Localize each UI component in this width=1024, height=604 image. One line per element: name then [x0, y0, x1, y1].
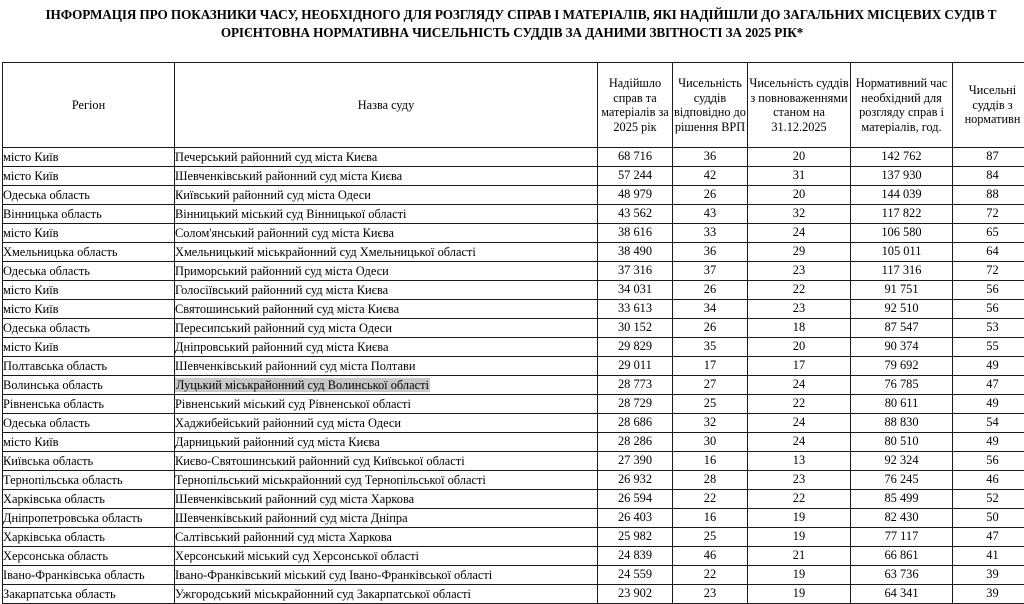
cell-powers: 19 [748, 566, 851, 585]
table-row[interactable] [3, 433, 1024, 452]
cell-vrp: 30 [673, 433, 748, 452]
cell-region: Харківська область [3, 528, 175, 547]
column-header-cases: Надійшло справ та матеріалів за 2025 рік [598, 63, 673, 148]
cell-norm-num: 47 [953, 376, 1024, 395]
cell-cases: 27 390 [598, 452, 673, 471]
cell-norm-time: 117 822 [851, 205, 953, 224]
table-row[interactable] [3, 224, 1024, 243]
cell-court: Дніпровський районний суд міста Києва [175, 338, 598, 357]
cell-region: місто Київ [3, 281, 175, 300]
cell-powers: 17 [748, 357, 851, 376]
cell-norm-num: 55 [953, 338, 1024, 357]
page-title [0, 6, 1024, 42]
cell-norm-time: 76 785 [851, 376, 953, 395]
table-row[interactable] [3, 186, 1024, 205]
cell-region: Волинська область [3, 376, 175, 395]
cell-cases: 33 613 [598, 300, 673, 319]
cell-powers: 23 [748, 300, 851, 319]
cell-court: Пересипський районний суд міста Одеси [175, 319, 598, 338]
column-header-vrp: Чисельність суддів відповідно до рішення ВРП [673, 63, 748, 148]
cell-norm-time: 80 611 [851, 395, 953, 414]
cell-court: Салтівський районний суд міста Харкова [175, 528, 598, 547]
cell-court: Хмельницький міськрайонний суд Хмельницької області [175, 243, 598, 262]
cell-court: Києво-Святошинський районний суд Київської області [175, 452, 598, 471]
cell-powers: 24 [748, 224, 851, 243]
cell-cases: 29 011 [598, 357, 673, 376]
cell-powers: 22 [748, 281, 851, 300]
cell-court: Шевченківський районний суд міста Дніпра [175, 509, 598, 528]
cell-powers: 19 [748, 528, 851, 547]
cell-vrp: 33 [673, 224, 748, 243]
cell-vrp: 36 [673, 243, 748, 262]
table-row[interactable] [3, 300, 1024, 319]
cell-powers: 19 [748, 585, 851, 604]
cell-cases: 34 031 [598, 281, 673, 300]
cell-powers: 23 [748, 262, 851, 281]
table-row[interactable] [3, 414, 1024, 433]
cell-powers: 20 [748, 186, 851, 205]
cell-powers: 31 [748, 167, 851, 186]
cell-vrp: 22 [673, 566, 748, 585]
cell-norm-num: 72 [953, 205, 1024, 224]
cell-powers: 22 [748, 490, 851, 509]
cell-vrp: 22 [673, 490, 748, 509]
cell-court: Рівненський міський суд Рівненської області [175, 395, 598, 414]
table-row[interactable] [3, 585, 1024, 604]
table-row[interactable] [3, 357, 1024, 376]
cell-powers: 21 [748, 547, 851, 566]
cell-norm-num: 54 [953, 414, 1024, 433]
cell-powers: 32 [748, 205, 851, 224]
cell-region: Вінницька область [3, 205, 175, 224]
cell-norm-num: 49 [953, 433, 1024, 452]
cell-cases: 25 982 [598, 528, 673, 547]
cell-powers: 29 [748, 243, 851, 262]
table-row[interactable] [3, 281, 1024, 300]
cell-cases: 43 562 [598, 205, 673, 224]
table-row[interactable] [3, 148, 1024, 167]
cell-norm-time: 144 039 [851, 186, 953, 205]
cell-cases: 28 729 [598, 395, 673, 414]
cell-norm-time: 80 510 [851, 433, 953, 452]
cell-vrp: 16 [673, 452, 748, 471]
cell-vrp: 26 [673, 319, 748, 338]
cell-norm-num: 72 [953, 262, 1024, 281]
cell-norm-num: 56 [953, 452, 1024, 471]
cell-cases: 29 829 [598, 338, 673, 357]
cell-court: Хаджибейський районний суд міста Одеси [175, 414, 598, 433]
cell-norm-time: 87 547 [851, 319, 953, 338]
cell-norm-num: 53 [953, 319, 1024, 338]
cell-powers: 24 [748, 433, 851, 452]
cell-norm-num: 41 [953, 547, 1024, 566]
cell-norm-time: 105 011 [851, 243, 953, 262]
cell-region: Івано-Франківська область [3, 566, 175, 585]
cell-norm-time: 77 117 [851, 528, 953, 547]
cell-vrp: 26 [673, 186, 748, 205]
cell-cases: 26 932 [598, 471, 673, 490]
cell-powers: 19 [748, 509, 851, 528]
cell-norm-num: 65 [953, 224, 1024, 243]
column-header-powers: Чисельність суддів з повноваженнями станом на 31.12.2025 [748, 63, 851, 148]
table-row[interactable] [3, 547, 1024, 566]
cell-cases: 38 616 [598, 224, 673, 243]
cell-cases: 48 979 [598, 186, 673, 205]
cell-norm-num: 56 [953, 281, 1024, 300]
cell-region: Хмельницька область [3, 243, 175, 262]
cell-region: Одеська область [3, 319, 175, 338]
cell-norm-time: 92 324 [851, 452, 953, 471]
cell-powers: 18 [748, 319, 851, 338]
cell-norm-num: 47 [953, 528, 1024, 547]
cell-norm-num: 49 [953, 395, 1024, 414]
cell-norm-num: 50 [953, 509, 1024, 528]
cell-court: Шевченківський районний суд міста Харкова [175, 490, 598, 509]
cell-powers: 23 [748, 471, 851, 490]
cell-cases: 24 559 [598, 566, 673, 585]
table-row[interactable] [3, 471, 1024, 490]
cell-region: Харківська область [3, 490, 175, 509]
table-row[interactable] [3, 490, 1024, 509]
table-row[interactable] [3, 205, 1024, 224]
cell-region: Рівненська область [3, 395, 175, 414]
table-row[interactable] [3, 376, 1024, 395]
cell-norm-num: 49 [953, 357, 1024, 376]
cell-region: місто Київ [3, 148, 175, 167]
table-row[interactable] [3, 319, 1024, 338]
table-row[interactable] [3, 395, 1024, 414]
column-header-norm-num: Чисельні суддів з нормативн [953, 63, 1024, 148]
cell-cases: 37 316 [598, 262, 673, 281]
page-title-line-1: ІНФОРМАЦІЯ ПРО ПОКАЗНИКИ ЧАСУ, НЕОБХІДНОГО ДЛЯ РОЗГЛЯДУ СПРАВ І МАТЕРІАЛІВ, ЯКІ НАДІЙШЛИ ДО ЗАГАЛЬНИХ МІСЦЕВИХ СУДІВ Т [0, 6, 1024, 24]
cell-cases: 26 594 [598, 490, 673, 509]
cell-norm-time: 92 510 [851, 300, 953, 319]
cell-norm-num: 84 [953, 167, 1024, 186]
cell-powers: 20 [748, 338, 851, 357]
cell-vrp: 28 [673, 471, 748, 490]
cell-court: Шевченківський районний суд міста Києва [175, 167, 598, 186]
cell-region: Одеська область [3, 186, 175, 205]
column-header-region: Регіон [3, 63, 175, 148]
table-row[interactable] [3, 167, 1024, 186]
cell-court: Тернопільський міськрайонний суд Тернопільської області [175, 471, 598, 490]
cell-norm-time: 85 499 [851, 490, 953, 509]
cell-norm-time: 88 830 [851, 414, 953, 433]
cell-court: Дарницький районний суд міста Києва [175, 433, 598, 452]
column-header-court: Назва суду [175, 63, 598, 148]
table-header-row [3, 63, 1024, 148]
cell-powers: 24 [748, 376, 851, 395]
cell-region: Тернопільська область [3, 471, 175, 490]
cell-court: Печерський районний суд міста Києва [175, 148, 598, 167]
cell-cases: 28 686 [598, 414, 673, 433]
table-header [3, 63, 1024, 148]
cell-norm-num: 88 [953, 186, 1024, 205]
table-row[interactable] [3, 338, 1024, 357]
cell-vrp: 32 [673, 414, 748, 433]
selected-text-highlight: Луцький міськрайонний суд Волинської області [175, 378, 430, 392]
cell-norm-time: 91 751 [851, 281, 953, 300]
cell-cases: 38 490 [598, 243, 673, 262]
cell-court: Ужгородський міськрайонний суд Закарпатської області [175, 585, 598, 604]
cell-norm-num: 56 [953, 300, 1024, 319]
cell-norm-time: 90 374 [851, 338, 953, 357]
cell-vrp: 42 [673, 167, 748, 186]
cell-norm-time: 82 430 [851, 509, 953, 528]
cell-court: Солом'янський районний суд міста Києва [175, 224, 598, 243]
cell-cases: 28 286 [598, 433, 673, 452]
cell-vrp: 36 [673, 148, 748, 167]
cell-norm-time: 117 316 [851, 262, 953, 281]
cell-vrp: 25 [673, 395, 748, 414]
cell-region: місто Київ [3, 300, 175, 319]
cell-norm-time: 142 762 [851, 148, 953, 167]
cell-norm-time: 137 930 [851, 167, 953, 186]
cell-powers: 24 [748, 414, 851, 433]
cell-cases: 68 716 [598, 148, 673, 167]
report-table-container [2, 62, 1024, 604]
table-row[interactable] [3, 452, 1024, 471]
cell-vrp: 43 [673, 205, 748, 224]
cell-court: Вінницький міський суд Вінницької області [175, 205, 598, 224]
cell-court: Приморський районний суд міста Одеси [175, 262, 598, 281]
cell-norm-num: 39 [953, 566, 1024, 585]
cell-cases: 30 152 [598, 319, 673, 338]
cell-vrp: 34 [673, 300, 748, 319]
cell-norm-time: 63 736 [851, 566, 953, 585]
cell-vrp: 25 [673, 528, 748, 547]
cell-region: Полтавська область [3, 357, 175, 376]
report-table [2, 62, 1024, 604]
cell-court: Шевченківський районний суд міста Полтави [175, 357, 598, 376]
cell-cases: 24 839 [598, 547, 673, 566]
cell-norm-time: 106 580 [851, 224, 953, 243]
cell-cases: 28 773 [598, 376, 673, 395]
cell-norm-num: 39 [953, 585, 1024, 604]
cell-vrp: 16 [673, 509, 748, 528]
cell-norm-time: 64 341 [851, 585, 953, 604]
table-row[interactable] [3, 566, 1024, 585]
cell-court: Святошинський районний суд міста Києва [175, 300, 598, 319]
cell-court: Київський районний суд міста Одеси [175, 186, 598, 205]
page-title-line-2: ОРІЄНТОВНА НОРМАТИВНА ЧИСЕЛЬНІСТЬ СУДДІВ ЗА ДАНИМИ ЗВІТНОСТІ ЗА 2025 РІК* [0, 24, 1024, 42]
table-row[interactable] [3, 509, 1024, 528]
table-row[interactable] [3, 528, 1024, 547]
cell-region: місто Київ [3, 338, 175, 357]
table-row[interactable] [3, 243, 1024, 262]
cell-court: Херсонський міський суд Херсонської області [175, 547, 598, 566]
cell-vrp: 27 [673, 376, 748, 395]
cell-region: місто Київ [3, 167, 175, 186]
cell-norm-time: 76 245 [851, 471, 953, 490]
cell-powers: 20 [748, 148, 851, 167]
table-row[interactable] [3, 262, 1024, 281]
cell-vrp: 26 [673, 281, 748, 300]
cell-cases: 57 244 [598, 167, 673, 186]
cell-vrp: 46 [673, 547, 748, 566]
cell-norm-num: 52 [953, 490, 1024, 509]
cell-cases: 26 403 [598, 509, 673, 528]
cell-powers: 13 [748, 452, 851, 471]
cell-region: Одеська область [3, 414, 175, 433]
cell-region: Херсонська область [3, 547, 175, 566]
cell-vrp: 37 [673, 262, 748, 281]
column-header-norm-time: Нормативний час необхідний для розгляду справ і матеріалів, год. [851, 63, 953, 148]
cell-vrp: 23 [673, 585, 748, 604]
cell-court: Голосіївський районний суд міста Києва [175, 281, 598, 300]
cell-norm-time: 66 861 [851, 547, 953, 566]
cell-norm-num: 64 [953, 243, 1024, 262]
cell-cases: 23 902 [598, 585, 673, 604]
cell-region: Одеська область [3, 262, 175, 281]
cell-region: Дніпропетровська область [3, 509, 175, 528]
cell-powers: 22 [748, 395, 851, 414]
cell-norm-num: 87 [953, 148, 1024, 167]
table-body [3, 148, 1024, 604]
cell-region: Закарпатська область [3, 585, 175, 604]
cell-region: місто Київ [3, 224, 175, 243]
cell-vrp: 17 [673, 357, 748, 376]
cell-court [175, 376, 598, 395]
cell-region: Київська область [3, 452, 175, 471]
cell-norm-time: 79 692 [851, 357, 953, 376]
cell-court: Івано-Франківський міський суд Івано-Франківської області [175, 566, 598, 585]
cell-region: місто Київ [3, 433, 175, 452]
cell-norm-num: 46 [953, 471, 1024, 490]
cell-vrp: 35 [673, 338, 748, 357]
